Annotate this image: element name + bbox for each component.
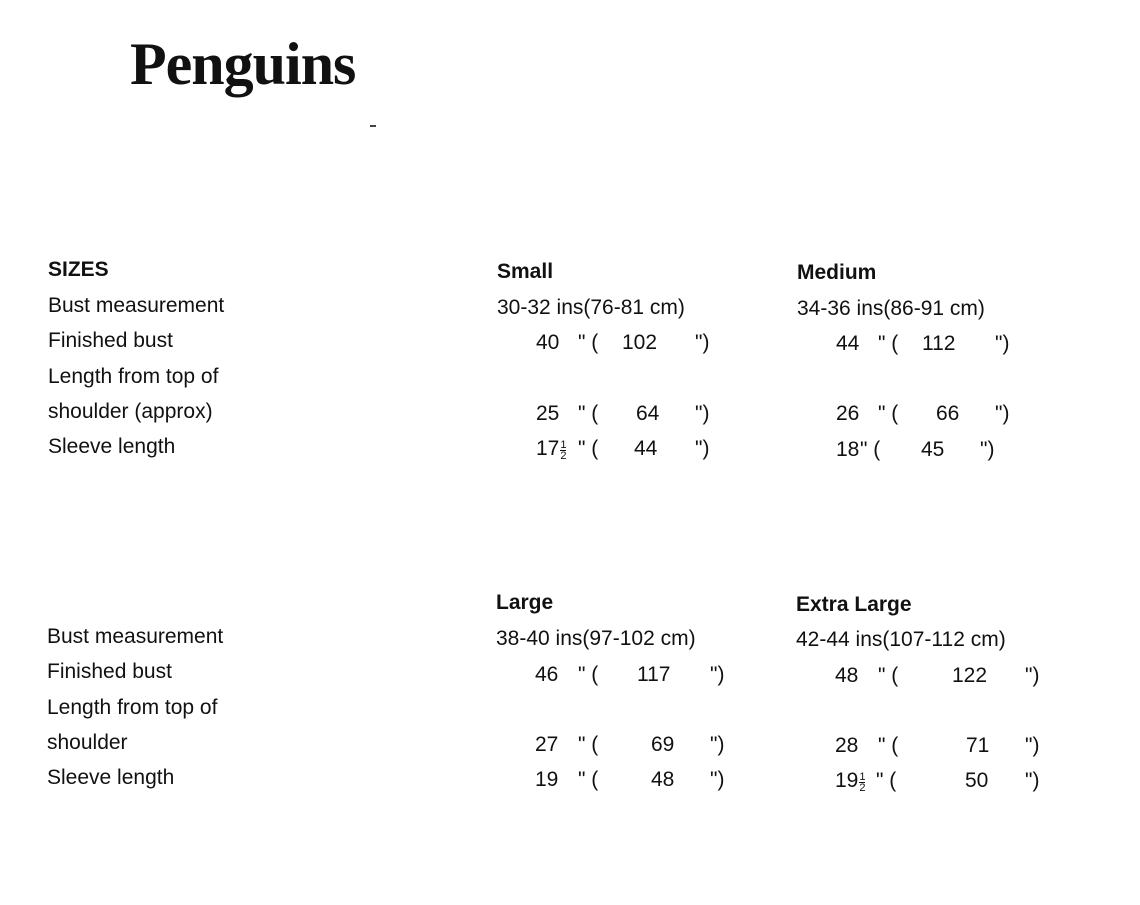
row-label-length-line2: shoulder <box>47 731 128 754</box>
close: ") <box>710 733 725 756</box>
close: ") <box>1025 734 1040 757</box>
row-label-length-line1: Length from top of <box>48 365 219 388</box>
close: ") <box>995 402 1010 425</box>
value-cm: 45 <box>921 438 945 461</box>
inch-open: " ( <box>876 769 897 792</box>
close: ") <box>695 331 710 354</box>
value-cm: 48 <box>651 768 675 791</box>
value-in: 26 <box>836 402 860 425</box>
close: ") <box>980 438 995 461</box>
row-label-sleeve: Sleeve length <box>47 766 175 789</box>
value-cm: 112 <box>922 332 956 355</box>
close: ") <box>710 663 725 686</box>
value-in: 44 <box>836 332 860 355</box>
inch-open: " ( <box>578 733 599 756</box>
sizes-heading: SIZES <box>48 258 109 281</box>
value-in: 27 <box>535 733 559 756</box>
half-fraction: $\frac{1}{2}$ <box>859 771 866 794</box>
row-label-finished-bust: Finished bust <box>47 660 172 683</box>
value-cm: 66 <box>936 402 960 425</box>
inch-open: " ( <box>578 663 599 686</box>
whole: 19 <box>835 769 859 792</box>
value-cm: 117 <box>637 663 671 686</box>
inch-open: " ( <box>860 438 881 461</box>
inch-open: " ( <box>878 734 899 757</box>
close: ") <box>695 402 710 425</box>
value-cm: 50 <box>965 769 989 792</box>
value-cm: 122 <box>952 664 988 687</box>
small-bust: 30-32 ins(76-81 cm) <box>497 296 685 319</box>
size-heading-extra-large: Extra Large <box>796 593 912 616</box>
row-label-finished-bust: Finished bust <box>48 329 173 352</box>
large-bust: 38-40 ins(97-102 cm) <box>496 627 696 650</box>
value-cm: 69 <box>651 733 675 756</box>
inch-open: " ( <box>878 402 899 425</box>
row-label-length-line2: shoulder (approx) <box>48 400 213 423</box>
value-in: 19 <box>535 768 559 791</box>
inch-open: " ( <box>878 664 899 687</box>
row-label-bust: Bust measurement <box>47 625 224 648</box>
value-in: 28 <box>835 734 859 757</box>
value-in: 46 <box>535 663 559 686</box>
value-in <box>835 770 865 793</box>
row-label-length-line1: Length from top of <box>47 696 218 719</box>
row-label-sleeve: Sleeve length <box>48 435 176 458</box>
value-in <box>536 438 566 461</box>
close: ") <box>995 332 1010 355</box>
value-in: 40 <box>536 331 560 354</box>
page-title: Penguins <box>130 31 356 97</box>
value-in: 48 <box>835 664 859 687</box>
half-fraction: $\frac{1}{2}$ <box>560 439 567 462</box>
size-heading-large: Large <box>496 591 554 614</box>
inch-open: " ( <box>578 768 599 791</box>
value-cm: 102 <box>622 331 658 354</box>
close: ") <box>695 437 710 460</box>
close: ") <box>1025 769 1040 792</box>
whole: 17 <box>536 437 560 460</box>
inch-open: " ( <box>578 437 599 460</box>
close: ") <box>710 768 725 791</box>
value-in: 18 <box>836 438 860 461</box>
row-label-bust: Bust measurement <box>48 294 225 317</box>
medium-bust: 34-36 ins(86-91 cm) <box>797 297 985 320</box>
value-in: 25 <box>536 402 560 425</box>
xlarge-bust: 42-44 ins(107-112 cm) <box>796 628 1006 651</box>
value-cm: 64 <box>636 402 660 425</box>
inch-open: " ( <box>578 331 599 354</box>
inch-open: " ( <box>578 402 599 425</box>
size-heading-medium: Medium <box>797 261 877 284</box>
size-heading-small: Small <box>497 260 554 283</box>
speck <box>370 125 376 127</box>
inch-open: " ( <box>878 332 899 355</box>
value-cm: 71 <box>966 734 990 757</box>
value-cm: 44 <box>634 437 658 460</box>
close: ") <box>1025 664 1040 687</box>
